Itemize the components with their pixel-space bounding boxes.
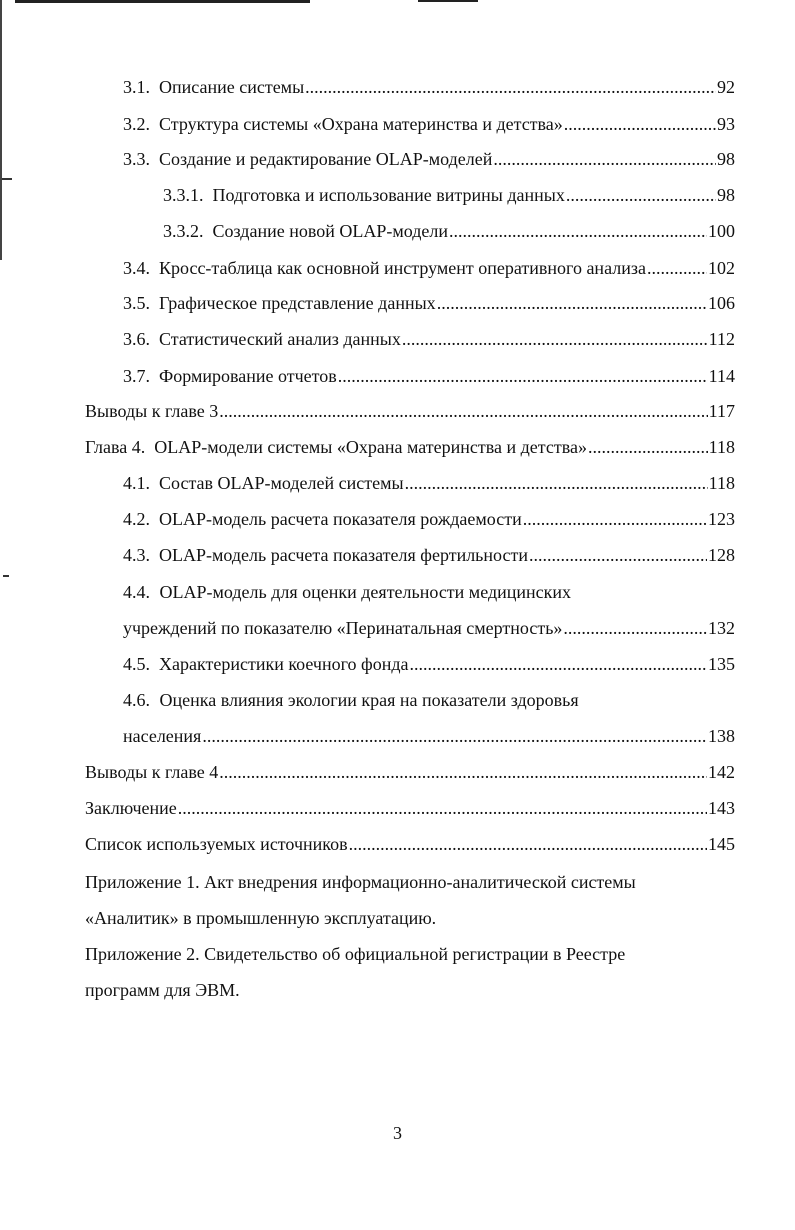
appendix-2-line-1: Приложение 2. Свидетельство об официальной регистрации в Реестре <box>85 944 626 964</box>
toc-entry-number: 3.4. <box>123 258 150 278</box>
toc-entry-page: 143 <box>708 798 735 818</box>
scan-mark <box>3 575 9 577</box>
toc-entry-number: 4.1. <box>123 473 150 493</box>
toc-entry-title: Характеристики коечного фонда <box>159 654 409 674</box>
toc-leader-dots <box>349 833 707 855</box>
scan-left-edge <box>0 0 2 260</box>
toc-entry-page: 98 <box>717 185 735 205</box>
toc-leader-dots <box>564 113 716 135</box>
toc-entry-title: Заключение <box>85 798 177 818</box>
toc-entry-title: Выводы к главе 3 <box>85 401 219 421</box>
toc-leader-dots <box>178 797 707 819</box>
toc-entry-first-line[interactable] <box>123 581 571 603</box>
toc-leader-dots <box>647 257 707 279</box>
toc-entry-title: OLAP-модель для оценки деятельности медицинских <box>159 582 572 602</box>
toc-entry-title: Описание системы <box>159 77 305 97</box>
toc-entry-page: 138 <box>708 726 735 746</box>
toc-entry-title: OLAP-модель расчета показателя фертильности <box>159 545 528 565</box>
toc-entry[interactable] <box>123 508 735 530</box>
toc-leader-dots <box>410 653 708 675</box>
toc-entry[interactable] <box>123 328 735 350</box>
appendix-1-line-1: Приложение 1. Акт внедрения информационно-аналитической системы <box>85 872 636 892</box>
toc-entry-number: 4.3. <box>123 545 150 565</box>
toc-entry-title: OLAP-модель расчета показателя рождаемости <box>159 509 522 529</box>
toc-entry-number: 3.6. <box>123 329 150 349</box>
toc-entry-page: 106 <box>708 293 735 313</box>
toc-entry[interactable] <box>85 797 735 819</box>
toc-leader-dots <box>219 761 707 783</box>
toc-leader-dots <box>402 328 708 350</box>
toc-entry-number: 4.6. <box>123 690 150 710</box>
toc-entry-title: Выводы к главе 4 <box>85 762 219 782</box>
toc-entry-title: Формирование отчетов <box>159 366 337 386</box>
toc-entry-number: Глава 4. <box>85 437 146 457</box>
toc-entry-page: 112 <box>708 329 735 349</box>
toc-entry-page: 93 <box>717 114 735 134</box>
toc-entry-number: 3.5. <box>123 293 150 313</box>
appendix-2-line-2: программ для ЭВМ. <box>85 980 240 1000</box>
toc-entry-page: 128 <box>708 545 735 565</box>
toc-entry-page: 100 <box>708 221 735 241</box>
toc-leader-dots <box>338 365 708 387</box>
toc-entry-page: 92 <box>717 77 735 97</box>
toc-entry-title: Состав OLAP-моделей системы <box>159 473 404 493</box>
toc-entry-page: 123 <box>708 509 735 529</box>
toc-entry-number: 4.2. <box>123 509 150 529</box>
toc-leader-dots <box>566 184 716 206</box>
toc-entry-continuation[interactable] <box>123 725 735 747</box>
toc-entry-number: 3.3. <box>123 149 150 169</box>
toc-entry-number: 3.2. <box>123 114 150 134</box>
toc-entry-page: 114 <box>708 366 735 386</box>
toc-entry-number: 3.7. <box>123 366 150 386</box>
toc-entry-page: 135 <box>708 654 735 674</box>
toc-entry[interactable] <box>123 653 735 675</box>
toc-entry-title: Создание новой OLAP-модели <box>212 221 448 241</box>
toc-leader-dots <box>529 544 707 566</box>
toc-entry[interactable] <box>85 833 735 855</box>
toc-leader-dots <box>449 220 707 242</box>
toc-leader-dots <box>563 617 707 639</box>
toc-entry-title: Подготовка и использование витрины данных <box>212 185 565 205</box>
scan-mark <box>2 178 12 180</box>
toc-leader-dots <box>588 436 708 458</box>
toc-leader-dots <box>219 400 707 422</box>
toc-entry-first-line[interactable] <box>123 689 579 711</box>
toc-entry[interactable] <box>123 365 735 387</box>
toc-entry-title: Оценка влияния экологии края на показатели здоровья <box>159 690 579 710</box>
toc-entry-number: 4.5. <box>123 654 150 674</box>
toc-entry-page: 117 <box>708 401 735 421</box>
toc-entry-title-continued: населения <box>123 726 202 746</box>
toc-entry[interactable] <box>123 257 735 279</box>
toc-entry-title-continued: учреждений по показателю «Перинатальная смертность» <box>123 618 563 638</box>
toc-entry[interactable] <box>123 544 735 566</box>
toc-entry[interactable] <box>123 76 735 98</box>
page-number: 3 <box>393 1123 402 1143</box>
toc-entry-title: Кросс-таблица как основной инструмент оперативного анализа <box>159 258 646 278</box>
scan-top-line <box>418 0 478 2</box>
toc-entry-title: Структура системы «Охрана материнства и детства» <box>159 114 563 134</box>
appendix-1-line-2: «Аналитик» в промышленную эксплуатацию. <box>85 908 437 928</box>
toc-entry-page: 102 <box>708 258 735 278</box>
toc-entry-continuation[interactable] <box>123 617 735 639</box>
toc-entry[interactable] <box>163 220 735 242</box>
scan-top-line <box>15 0 310 3</box>
toc-entry-page: 132 <box>708 618 735 638</box>
toc-entry-page: 118 <box>708 437 735 457</box>
toc-entry-number: 3.3.2. <box>163 221 204 241</box>
toc-entry-title: Создание и редактирование OLAP-моделей <box>159 149 493 169</box>
toc-entry-page: 98 <box>717 149 735 169</box>
toc-entry[interactable] <box>123 292 735 314</box>
toc-entry[interactable] <box>123 113 735 135</box>
toc-entry-page: 118 <box>708 473 735 493</box>
toc-entry-page: 145 <box>708 834 735 854</box>
toc-entry[interactable] <box>123 472 735 494</box>
toc-chapter-entry[interactable] <box>85 436 735 458</box>
toc-entry-page: 142 <box>708 762 735 782</box>
toc-entry-title: Статистический анализ данных <box>159 329 401 349</box>
toc-entry-title: Графическое представление данных <box>159 293 436 313</box>
toc-leader-dots <box>437 292 707 314</box>
toc-entry-title: OLAP-модели системы «Охрана материнства и детства» <box>154 437 587 457</box>
toc-entry-title: Список используемых источников <box>85 834 348 854</box>
toc-entry-number: 3.1. <box>123 77 150 97</box>
toc-entry[interactable] <box>123 148 735 170</box>
toc-leader-dots <box>493 148 716 170</box>
toc-entry[interactable] <box>163 184 735 206</box>
toc-leader-dots <box>305 76 716 98</box>
toc-entry[interactable] <box>85 761 735 783</box>
toc-leader-dots <box>523 508 707 530</box>
toc-entry[interactable] <box>85 400 735 422</box>
toc-entry-number: 3.3.1. <box>163 185 204 205</box>
toc-leader-dots <box>202 725 707 747</box>
toc-leader-dots <box>405 472 708 494</box>
toc-entry-number: 4.4. <box>123 582 150 602</box>
